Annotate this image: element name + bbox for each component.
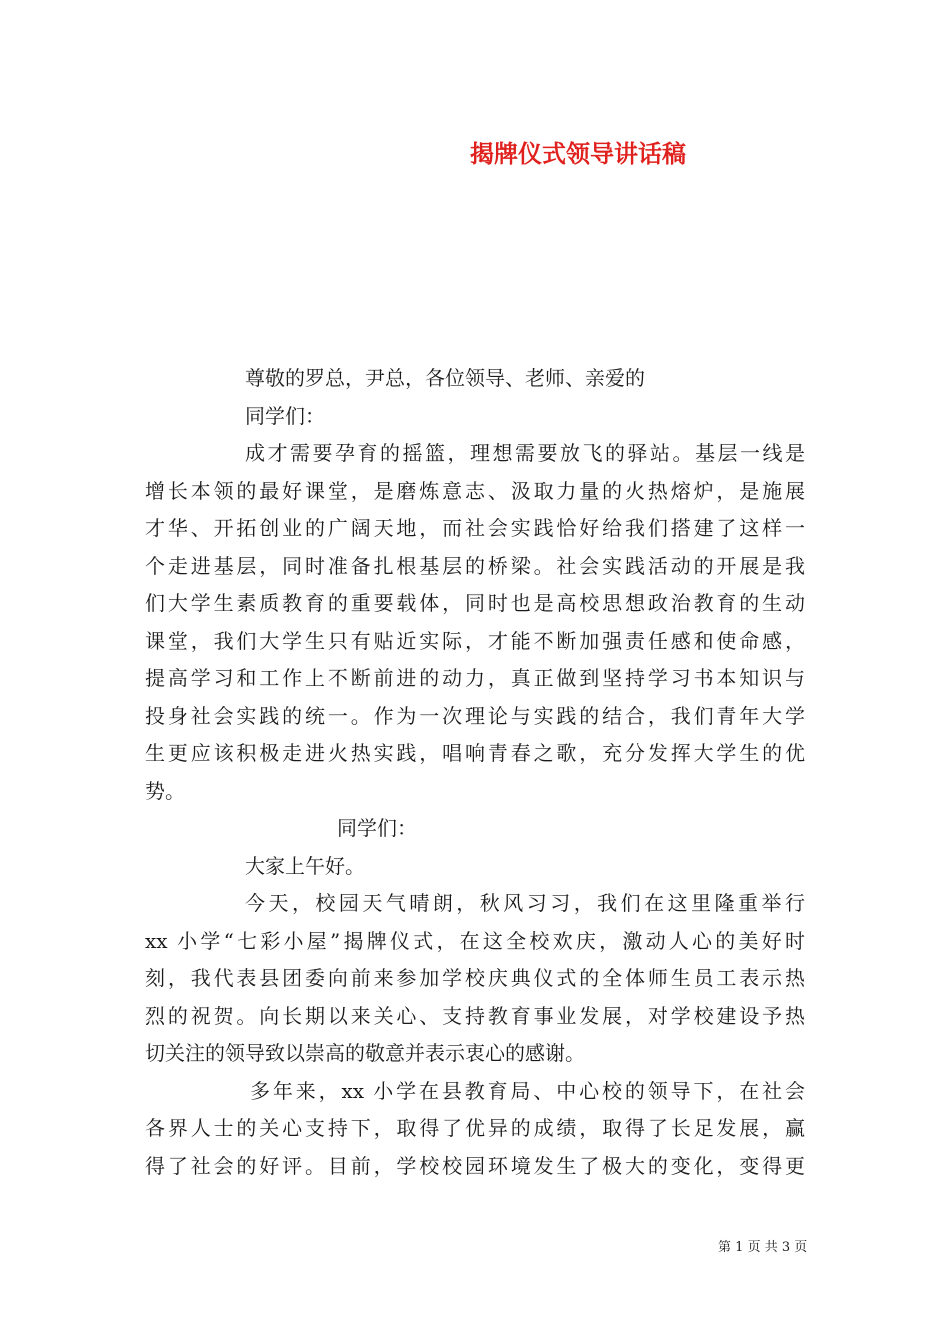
footer-prefix: 第 — [718, 1240, 732, 1255]
paragraph-line: 得了社会的好评。目前，学校校园环境发生了极大的变化，变得更 — [145, 1153, 805, 1178]
paragraph-line: 今天，校园天气晴朗，秋风习习，我们在这里隆重举行 — [245, 891, 805, 915]
paragraph-line: 增长本领的最好课堂，是磨炼意志、汲取力量的火热熔炉，是施展 — [145, 478, 805, 503]
salutation-line: 同学们： — [245, 403, 325, 428]
document-body — [145, 360, 805, 1185]
paragraph-line: 提高学习和工作上不断前进的动力，真正做到坚持学习书本知识与 — [145, 666, 805, 690]
paragraph-line: xx 小学“七彩小屋”揭牌仪式，在这全校欢庆，激动人心的美好时 — [145, 928, 805, 953]
footer-middle: 页 共 — [747, 1240, 778, 1255]
paragraph-line: 势。 — [145, 778, 185, 803]
footer-total-pages: 3 — [781, 1240, 791, 1255]
document-title: 揭牌仪式领导讲话稿 — [470, 139, 686, 168]
footer-page-number: 1 — [735, 1240, 744, 1255]
page-footer — [718, 1236, 807, 1255]
paragraph-line: 课堂，我们大学生只有贴近实际，才能不断加强责任感和使命感， — [145, 628, 805, 653]
footer-suffix: 页 — [794, 1240, 808, 1255]
greeting-line: 大家上午好。 — [245, 853, 365, 878]
paragraph-line: 切关注的领导致以崇高的敬意并表示衷心的感谢。 — [145, 1041, 585, 1065]
paragraph-line: 们大学生素质教育的重要载体，同时也是高校思想政治教育的生动 — [145, 591, 805, 615]
paragraph-line: 各界人士的关心支持下，取得了优异的成绩，取得了长足发展，赢 — [145, 1116, 805, 1140]
paragraph-line: 成才需要孕育的摇篮，理想需要放飞的驿站。基层一线是 — [245, 441, 805, 465]
paragraph-line: 刻，我代表县团委向前来参加学校庆典仪式的全体师生员工表示热 — [145, 966, 805, 990]
paragraph-line: 多年来，xx 小学在县教育局、中心校的领导下，在社会 — [250, 1078, 805, 1103]
salutation-line: 同学们： — [337, 816, 417, 840]
paragraph-line: 才华、开拓创业的广阔天地，而社会实践恰好给我们搭建了这样一 — [145, 516, 805, 540]
salutation-line: 尊敬的罗总，尹总，各位领导、老师、亲爱的 — [245, 366, 645, 390]
paragraph-line: 投身社会实践的统一。作为一次理论与实践的结合，我们青年大学 — [145, 703, 805, 728]
paragraph-line: 个走进基层，同时准备扎根基层的桥梁。社会实践活动的开展是我 — [145, 553, 805, 578]
paragraph-line: 生更应该积极走进火热实践，唱响青春之歌，充分发挥大学生的优 — [145, 741, 805, 765]
paragraph-line: 烈的祝贺。向长期以来关心、支持教育事业发展，对学校建设予热 — [145, 1003, 805, 1028]
